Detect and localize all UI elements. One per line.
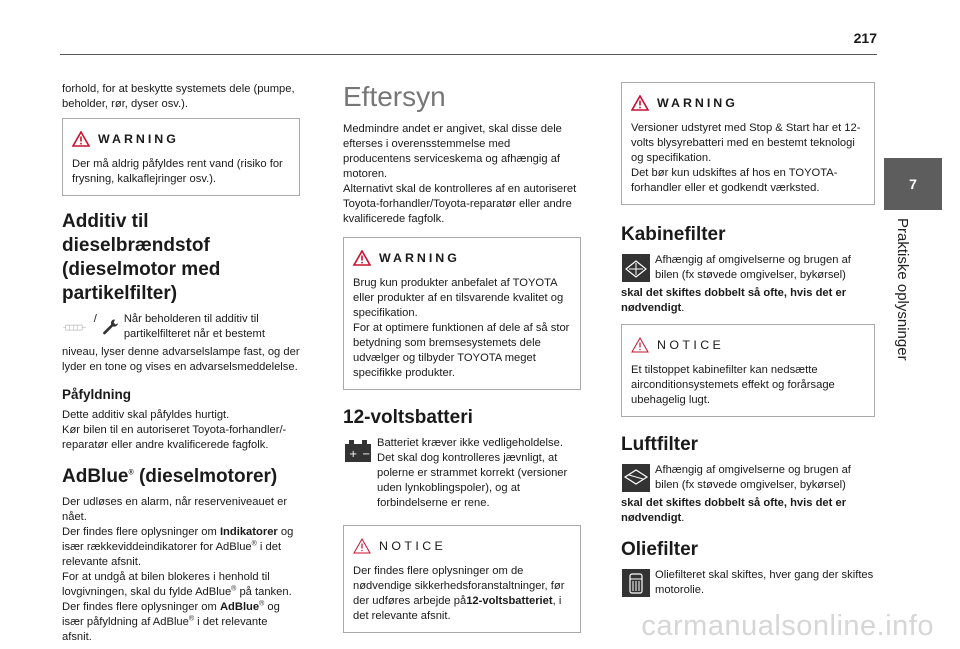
additive-text-b: niveau, lyser denne advarselslampe fast, og der lyder en tone og vises en advarselsmeddelelse. <box>62 346 300 373</box>
column-3 <box>621 82 875 601</box>
column-2 <box>343 82 581 643</box>
adblue-heading: AdBlue® (dieselmotorer) <box>62 466 278 487</box>
column-1 <box>62 82 300 645</box>
warning-icon <box>72 131 90 147</box>
notice-icon <box>631 337 649 353</box>
warning-icon <box>353 250 371 266</box>
oil-filter-text: Oliefilteret skal skiftes, hver gang der skiftes motorolie. <box>655 569 874 596</box>
warning-text-1: Versioner udstyret med Stop & Start har et 12-volts blysyrebatteri med en bestemt teknologi og specifikation. <box>631 122 861 164</box>
cabin-filter-heading: Kabinefilter <box>621 224 726 245</box>
inspection-text-1: Medmindre andet er angivet, skal disse dele efterses i overensstemmelse med producentens serviceskema og afhængig af motoren. <box>343 123 562 180</box>
warning-text-1: Brug kun produkter anbefalet af TOYOTA eller produkter af en tilsvarende kvalitet og specifikation. <box>353 277 564 319</box>
warning-icon <box>631 95 649 111</box>
air-filter-icon <box>621 463 651 493</box>
watermark: carmanualsonline.info <box>641 610 934 642</box>
battery-heading: 12-voltsbatteri <box>343 407 473 428</box>
notice-text: Der findes flere oplysninger om de nødvendige sikkerhedsforanstaltninger, før der udføres arbejde på12-voltsbatteriet, i det relevante afsnit. <box>353 565 565 622</box>
svg-text:−: − <box>362 449 371 460</box>
svg-text:+: + <box>349 449 358 460</box>
warning-box <box>343 237 581 390</box>
chapter-label: Praktiske oplysninger <box>894 218 911 361</box>
refill-text: Dette additiv skal påfyldes hurtigt. Kør bilen til en autoriseret Toyota-forhandler/-reparatør eller andre kvalificerede fagfolk. <box>62 409 287 451</box>
oil-filter-icon <box>621 568 651 598</box>
warning-text-2: Det bør kun udskiftes af hos en TOYOTA-forhandler eller et godkendt værksted. <box>631 167 838 194</box>
intro-text: forhold, for at beskytte systemets dele (pumpe, beholder, rør, dyser osv.). <box>62 83 295 110</box>
notice-text: Et tilstoppet kabinefilter kan nedsætte airconditionsystemets effekt og forårsage ubehagelig lugt. <box>631 364 835 406</box>
additive-heading: Additiv til dieselbrændstof (dieselmotor med partikelfilter) <box>62 211 221 304</box>
notice-box <box>343 525 581 633</box>
cabin-filter-text: Afhængig af omgivelserne og brugen af bilen (fx støvede omgivelser, bykørsel) <box>655 254 851 281</box>
air-filter-text: Afhængig af omgivelserne og brugen af bilen (fx støvede omgivelser, bykørsel) <box>655 464 851 491</box>
notice-icon <box>353 538 371 554</box>
warning-box <box>621 82 875 205</box>
page-number: 217 <box>853 30 877 46</box>
adblue-text: Der udløses en alarm, når reserveniveauet er nået. Der findes flere oplysninger om Indikatorer og især rækkeviddeindikatorer for AdBlue® i det relevante afsnit. For at undgå at bilen blokeres i henhold til lovgivningen, skal du fylde AdBlue® på tanken. Der findes flere oplysninger om AdBlue® og især påfyldning af AdBlue® i det relevante afsnit. <box>62 496 294 643</box>
warning-text: Der må aldrig påfyldes rent vand (risiko for frysning, kalkaflejringer osv.). <box>72 158 283 185</box>
battery-icon <box>343 436 373 466</box>
notice-box <box>621 324 875 417</box>
oil-filter-heading: Oliefilter <box>621 539 699 560</box>
inspection-heading: Eftersyn <box>343 81 446 112</box>
additive-text-a: Når beholderen til additiv til partikelfilteret når et bestemt <box>123 313 265 340</box>
icon-separator: / <box>93 313 97 325</box>
air-filter-bold: skal det skiftes dobbelt så ofte, hvis det er nødvendigt. <box>621 497 847 524</box>
warning-title: WARNING <box>379 250 460 265</box>
notice-title: NOTICE <box>379 538 447 553</box>
air-filter-heading: Luftfilter <box>621 434 699 455</box>
cabin-filter-bold: skal det skiftes dobbelt så ofte, hvis det er nødvendigt. <box>621 287 847 314</box>
refill-heading: Påfyldning <box>62 387 132 402</box>
warning-title: WARNING <box>657 95 738 110</box>
top-rule <box>60 54 877 55</box>
warning-text-2: For at optimere funktionen af dele af så stor betydning som bremsesystemets dele udvælger og tilbyder TOYOTA meget specifikke produkter. <box>353 322 570 379</box>
warning-title: WARNING <box>98 131 179 146</box>
filter-warning-icon <box>62 312 90 342</box>
battery-text: Batteriet kræver ikke vedligeholdelse. Det skal dog kontrolleres jævnligt, at polerne er strammet korrekt (versioner uden lynkoblingspoler), og at forbindelserne er rene. <box>377 437 568 509</box>
wrench-icon <box>101 312 120 342</box>
warning-box <box>62 118 300 196</box>
chapter-tab[interactable]: 7 <box>884 158 942 210</box>
cabin-filter-icon <box>621 253 651 283</box>
inspection-text-2: Alternativt skal de kontrolleres af en autoriseret Toyota-forhandler/Toyota-reparatør eller andre kvalificerede fagfolk. <box>343 183 577 225</box>
notice-title: NOTICE <box>657 337 725 352</box>
